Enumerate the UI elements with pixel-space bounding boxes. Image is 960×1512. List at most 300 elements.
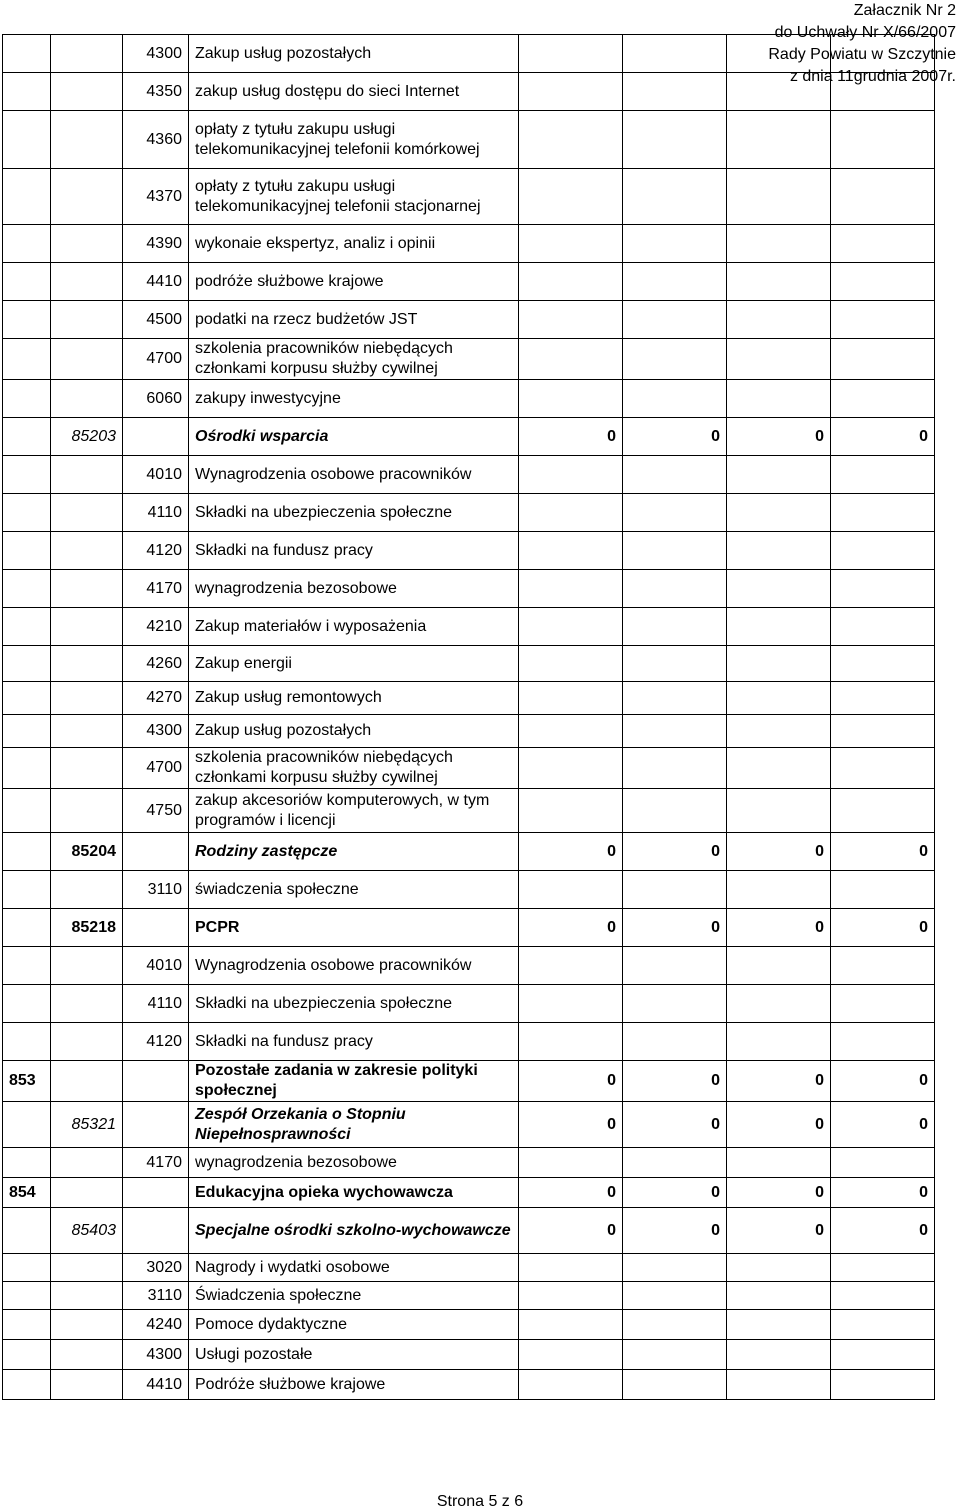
cell-value — [623, 570, 727, 608]
cell-value — [519, 532, 623, 570]
cell-paragraf: 4300 — [123, 1340, 189, 1370]
cell-dzial — [3, 715, 51, 748]
cell-value: 0 — [519, 1061, 623, 1102]
cell-value — [623, 339, 727, 380]
cell-paragraf: 6060 — [123, 380, 189, 418]
cell-value: 0 — [831, 1102, 935, 1148]
table-row — [3, 1254, 935, 1282]
cell-value — [727, 225, 831, 263]
cell-value — [831, 169, 935, 225]
table-row — [3, 985, 935, 1023]
table-row — [3, 608, 935, 646]
table-row — [3, 263, 935, 301]
cell-value — [519, 715, 623, 748]
cell-paragraf — [123, 1061, 189, 1102]
cell-value — [623, 456, 727, 494]
cell-value — [727, 380, 831, 418]
cell-rozdzial — [51, 1282, 123, 1310]
cell-value — [831, 1340, 935, 1370]
cell-rozdzial: 85321 — [51, 1102, 123, 1148]
cell-paragraf — [123, 418, 189, 456]
cell-dzial — [3, 339, 51, 380]
cell-rozdzial — [51, 715, 123, 748]
cell-name: wynagrodzenia bezosobowe — [189, 570, 519, 608]
cell-rozdzial — [51, 789, 123, 833]
cell-value — [727, 1340, 831, 1370]
cell-dzial — [3, 1208, 51, 1254]
cell-rozdzial: 85204 — [51, 833, 123, 871]
cell-paragraf: 4010 — [123, 456, 189, 494]
cell-value — [623, 789, 727, 833]
cell-name: Zakup energii — [189, 646, 519, 682]
cell-value — [623, 646, 727, 682]
cell-value — [623, 494, 727, 532]
cell-value — [623, 748, 727, 789]
cell-dzial — [3, 608, 51, 646]
cell-paragraf: 3110 — [123, 1282, 189, 1310]
cell-dzial — [3, 169, 51, 225]
cell-name: Zakup usług pozostałych — [189, 715, 519, 748]
cell-rozdzial — [51, 985, 123, 1023]
cell-value: 0 — [831, 418, 935, 456]
cell-value — [831, 947, 935, 985]
table-row — [3, 789, 935, 833]
cell-value: 0 — [623, 1178, 727, 1208]
cell-value: 0 — [727, 1102, 831, 1148]
cell-dzial — [3, 871, 51, 909]
cell-paragraf: 4120 — [123, 532, 189, 570]
budget-table — [2, 34, 935, 1400]
cell-rozdzial — [51, 1178, 123, 1208]
cell-value — [831, 301, 935, 339]
table-row — [3, 418, 935, 456]
budget-table-body — [3, 35, 935, 1400]
cell-value — [831, 608, 935, 646]
cell-paragraf: 4370 — [123, 169, 189, 225]
cell-value — [519, 748, 623, 789]
cell-name: Podróże służbowe krajowe — [189, 1370, 519, 1400]
cell-dzial — [3, 418, 51, 456]
table-row — [3, 1310, 935, 1340]
cell-value — [831, 682, 935, 715]
cell-paragraf: 4700 — [123, 339, 189, 380]
cell-value — [727, 715, 831, 748]
cell-rozdzial — [51, 73, 123, 111]
cell-rozdzial — [51, 646, 123, 682]
table-row — [3, 225, 935, 263]
cell-rozdzial — [51, 263, 123, 301]
cell-dzial — [3, 748, 51, 789]
cell-value — [727, 35, 831, 73]
cell-value: 0 — [623, 1061, 727, 1102]
cell-value — [831, 1254, 935, 1282]
cell-value — [623, 225, 727, 263]
cell-value — [727, 608, 831, 646]
cell-value — [623, 263, 727, 301]
table-row — [3, 35, 935, 73]
cell-value — [623, 1370, 727, 1400]
cell-dzial — [3, 35, 51, 73]
cell-name: opłaty z tytułu zakupu usługi telekomunikacyjnej telefonii komórkowej — [189, 111, 519, 169]
cell-value — [623, 1282, 727, 1310]
cell-value — [831, 1148, 935, 1178]
cell-value — [519, 263, 623, 301]
cell-value — [519, 1148, 623, 1178]
cell-rozdzial — [51, 456, 123, 494]
cell-value — [727, 1254, 831, 1282]
cell-name: Świadczenia społeczne — [189, 1282, 519, 1310]
cell-paragraf: 4170 — [123, 570, 189, 608]
cell-value — [623, 682, 727, 715]
table-row — [3, 1023, 935, 1061]
cell-value: 0 — [727, 1061, 831, 1102]
cell-value — [519, 380, 623, 418]
cell-value — [519, 789, 623, 833]
cell-value — [727, 456, 831, 494]
cell-value: 0 — [519, 1102, 623, 1148]
cell-value — [831, 646, 935, 682]
cell-paragraf: 4010 — [123, 947, 189, 985]
cell-value: 0 — [623, 909, 727, 947]
cell-name: PCPR — [189, 909, 519, 947]
cell-value: 0 — [519, 833, 623, 871]
table-row — [3, 456, 935, 494]
cell-rozdzial — [51, 1254, 123, 1282]
cell-value — [831, 339, 935, 380]
cell-name: zakup usług dostępu do sieci Internet — [189, 73, 519, 111]
cell-name: Składki na fundusz pracy — [189, 1023, 519, 1061]
table-row — [3, 748, 935, 789]
cell-rozdzial — [51, 1340, 123, 1370]
cell-name: Wynagrodzenia osobowe pracowników — [189, 456, 519, 494]
cell-dzial — [3, 456, 51, 494]
cell-value — [519, 1023, 623, 1061]
cell-value — [623, 1148, 727, 1178]
cell-paragraf: 4110 — [123, 985, 189, 1023]
table-row — [3, 301, 935, 339]
header-line-4: z dnia 11grudnia 2007r. — [789, 68, 956, 85]
cell-name: Pozostałe zadania w zakresie polityki społecznej — [189, 1061, 519, 1102]
cell-value — [727, 646, 831, 682]
cell-value: 0 — [831, 1061, 935, 1102]
cell-dzial — [3, 1148, 51, 1178]
cell-name: Składki na ubezpieczenia społeczne — [189, 985, 519, 1023]
cell-dzial — [3, 909, 51, 947]
cell-rozdzial — [51, 570, 123, 608]
cell-paragraf — [123, 833, 189, 871]
cell-name: Zakup usług pozostałych — [189, 35, 519, 73]
cell-name: wynagrodzenia bezosobowe — [189, 1148, 519, 1178]
cell-value — [727, 111, 831, 169]
cell-dzial — [3, 1340, 51, 1370]
cell-name: szkolenia pracowników niebędących członkami korpusu służby cywilnej — [189, 339, 519, 380]
cell-name: Zespół Orzekania o Stopniu Niepełnosprawności — [189, 1102, 519, 1148]
cell-paragraf: 4210 — [123, 608, 189, 646]
cell-dzial — [3, 1254, 51, 1282]
cell-value — [519, 1254, 623, 1282]
cell-rozdzial: 85403 — [51, 1208, 123, 1254]
cell-paragraf: 4260 — [123, 646, 189, 682]
cell-paragraf: 4110 — [123, 494, 189, 532]
header-line-3: Rady Powiatu w Szczytnie — [768, 46, 956, 63]
cell-paragraf — [123, 1208, 189, 1254]
cell-dzial: 853 — [3, 1061, 51, 1102]
cell-value: 0 — [831, 1208, 935, 1254]
cell-name: Zakup usług remontowych — [189, 682, 519, 715]
cell-value — [623, 608, 727, 646]
cell-paragraf: 4350 — [123, 73, 189, 111]
cell-value — [831, 263, 935, 301]
cell-rozdzial — [51, 608, 123, 646]
cell-name: opłaty z tytułu zakupu usługi telekomunikacyjnej telefonii stacjonarnej — [189, 169, 519, 225]
table-row — [3, 494, 935, 532]
table-row — [3, 111, 935, 169]
cell-value — [623, 35, 727, 73]
cell-dzial — [3, 789, 51, 833]
cell-value — [623, 715, 727, 748]
cell-value — [831, 715, 935, 748]
cell-value — [831, 225, 935, 263]
cell-value — [727, 947, 831, 985]
cell-value: 0 — [519, 1208, 623, 1254]
cell-rozdzial — [51, 1370, 123, 1400]
cell-value — [623, 871, 727, 909]
cell-paragraf: 4360 — [123, 111, 189, 169]
cell-value — [727, 1370, 831, 1400]
table-row — [3, 339, 935, 380]
cell-name: Usługi pozostałe — [189, 1340, 519, 1370]
cell-value — [519, 339, 623, 380]
cell-value: 0 — [623, 1102, 727, 1148]
cell-value — [519, 73, 623, 111]
cell-paragraf: 3110 — [123, 871, 189, 909]
cell-value — [519, 608, 623, 646]
cell-value: 0 — [623, 418, 727, 456]
table-row — [3, 947, 935, 985]
cell-name: Pomoce dydaktyczne — [189, 1310, 519, 1340]
cell-value — [831, 570, 935, 608]
cell-name: Składki na fundusz pracy — [189, 532, 519, 570]
cell-paragraf: 4300 — [123, 715, 189, 748]
table-row — [3, 646, 935, 682]
table-row — [3, 73, 935, 111]
table-row — [3, 1178, 935, 1208]
cell-dzial — [3, 225, 51, 263]
cell-dzial — [3, 494, 51, 532]
cell-value — [519, 35, 623, 73]
cell-value — [831, 456, 935, 494]
cell-paragraf: 4300 — [123, 35, 189, 73]
cell-value — [831, 871, 935, 909]
cell-value — [623, 532, 727, 570]
cell-rozdzial — [51, 682, 123, 715]
cell-value — [831, 35, 935, 73]
cell-value — [727, 532, 831, 570]
cell-value — [727, 73, 831, 111]
cell-value — [727, 169, 831, 225]
cell-dzial — [3, 833, 51, 871]
cell-dzial — [3, 1023, 51, 1061]
cell-rozdzial — [51, 301, 123, 339]
cell-name: Rodziny zastępcze — [189, 833, 519, 871]
cell-dzial — [3, 263, 51, 301]
cell-name: szkolenia pracowników niebędących członkami korpusu służby cywilnej — [189, 748, 519, 789]
cell-paragraf: 4410 — [123, 1370, 189, 1400]
cell-value — [623, 985, 727, 1023]
cell-value — [623, 1254, 727, 1282]
cell-value — [519, 1370, 623, 1400]
cell-paragraf: 4120 — [123, 1023, 189, 1061]
cell-rozdzial — [51, 947, 123, 985]
cell-name: zakup akcesoriów komputerowych, w tym programów i licencji — [189, 789, 519, 833]
cell-rozdzial — [51, 111, 123, 169]
cell-value — [727, 263, 831, 301]
cell-value — [623, 1340, 727, 1370]
cell-paragraf: 4750 — [123, 789, 189, 833]
cell-dzial — [3, 570, 51, 608]
cell-paragraf — [123, 909, 189, 947]
cell-dzial — [3, 646, 51, 682]
cell-value — [727, 789, 831, 833]
cell-rozdzial — [51, 871, 123, 909]
cell-value — [519, 1282, 623, 1310]
cell-dzial — [3, 73, 51, 111]
cell-name: podatki na rzecz budżetów JST — [189, 301, 519, 339]
cell-value — [727, 339, 831, 380]
cell-value — [519, 985, 623, 1023]
cell-value — [623, 380, 727, 418]
cell-name: Ośrodki wsparcia — [189, 418, 519, 456]
cell-rozdzial: 85218 — [51, 909, 123, 947]
cell-dzial: 854 — [3, 1178, 51, 1208]
cell-value — [623, 301, 727, 339]
cell-rozdzial — [51, 532, 123, 570]
cell-value — [519, 871, 623, 909]
table-row — [3, 1061, 935, 1102]
cell-value: 0 — [727, 418, 831, 456]
cell-value — [519, 1340, 623, 1370]
cell-value: 0 — [727, 833, 831, 871]
cell-value: 0 — [727, 1208, 831, 1254]
cell-value — [727, 570, 831, 608]
table-row — [3, 570, 935, 608]
cell-dzial — [3, 985, 51, 1023]
cell-value — [727, 1148, 831, 1178]
table-row — [3, 871, 935, 909]
cell-value — [623, 947, 727, 985]
table-row — [3, 1148, 935, 1178]
cell-paragraf: 4390 — [123, 225, 189, 263]
cell-value: 0 — [623, 833, 727, 871]
cell-value — [519, 225, 623, 263]
cell-value — [519, 111, 623, 169]
cell-value — [727, 1310, 831, 1340]
cell-name: świadczenia społeczne — [189, 871, 519, 909]
cell-value: 0 — [519, 909, 623, 947]
cell-name: Zakup materiałów i wyposażenia — [189, 608, 519, 646]
cell-value: 0 — [727, 909, 831, 947]
cell-value — [519, 169, 623, 225]
table-row — [3, 1208, 935, 1254]
cell-dzial — [3, 1282, 51, 1310]
table-row — [3, 909, 935, 947]
cell-name: podróże służbowe krajowe — [189, 263, 519, 301]
cell-value — [831, 748, 935, 789]
cell-value — [831, 1370, 935, 1400]
cell-value — [519, 301, 623, 339]
cell-rozdzial — [51, 35, 123, 73]
cell-value — [727, 871, 831, 909]
cell-rozdzial — [51, 748, 123, 789]
cell-rozdzial: 85203 — [51, 418, 123, 456]
table-row — [3, 532, 935, 570]
cell-value — [519, 494, 623, 532]
cell-value — [727, 301, 831, 339]
cell-value — [623, 73, 727, 111]
cell-dzial — [3, 947, 51, 985]
table-row — [3, 169, 935, 225]
cell-rozdzial — [51, 169, 123, 225]
table-row — [3, 715, 935, 748]
cell-paragraf — [123, 1102, 189, 1148]
cell-value — [519, 1310, 623, 1340]
cell-name: zakupy inwestycyjne — [189, 380, 519, 418]
cell-value — [831, 1310, 935, 1340]
cell-value: 0 — [831, 833, 935, 871]
cell-rozdzial — [51, 1148, 123, 1178]
cell-dzial — [3, 1370, 51, 1400]
cell-value — [519, 682, 623, 715]
cell-dzial — [3, 1102, 51, 1148]
cell-value: 0 — [519, 1178, 623, 1208]
cell-value — [831, 73, 935, 111]
cell-value — [831, 1282, 935, 1310]
cell-dzial — [3, 111, 51, 169]
cell-dzial — [3, 1310, 51, 1340]
cell-rozdzial — [51, 1310, 123, 1340]
cell-value — [831, 111, 935, 169]
cell-rozdzial — [51, 494, 123, 532]
cell-name: Składki na ubezpieczenia społeczne — [189, 494, 519, 532]
table-row — [3, 1340, 935, 1370]
cell-value — [623, 111, 727, 169]
cell-paragraf: 4240 — [123, 1310, 189, 1340]
cell-rozdzial — [51, 380, 123, 418]
cell-dzial — [3, 682, 51, 715]
table-row — [3, 1282, 935, 1310]
cell-paragraf: 4700 — [123, 748, 189, 789]
cell-value: 0 — [727, 1178, 831, 1208]
cell-value — [727, 494, 831, 532]
cell-value — [727, 1023, 831, 1061]
cell-value — [623, 169, 727, 225]
cell-paragraf: 4270 — [123, 682, 189, 715]
header-line-2: do Uchwały Nr X/66/2007 — [774, 24, 956, 41]
table-row — [3, 1102, 935, 1148]
cell-value — [727, 748, 831, 789]
table-row — [3, 682, 935, 715]
cell-value — [623, 1310, 727, 1340]
table-row — [3, 833, 935, 871]
table-row — [3, 380, 935, 418]
cell-value — [623, 1023, 727, 1061]
cell-value — [831, 494, 935, 532]
cell-dzial — [3, 301, 51, 339]
cell-dzial — [3, 380, 51, 418]
cell-paragraf: 3020 — [123, 1254, 189, 1282]
cell-rozdzial — [51, 1023, 123, 1061]
cell-value — [831, 532, 935, 570]
